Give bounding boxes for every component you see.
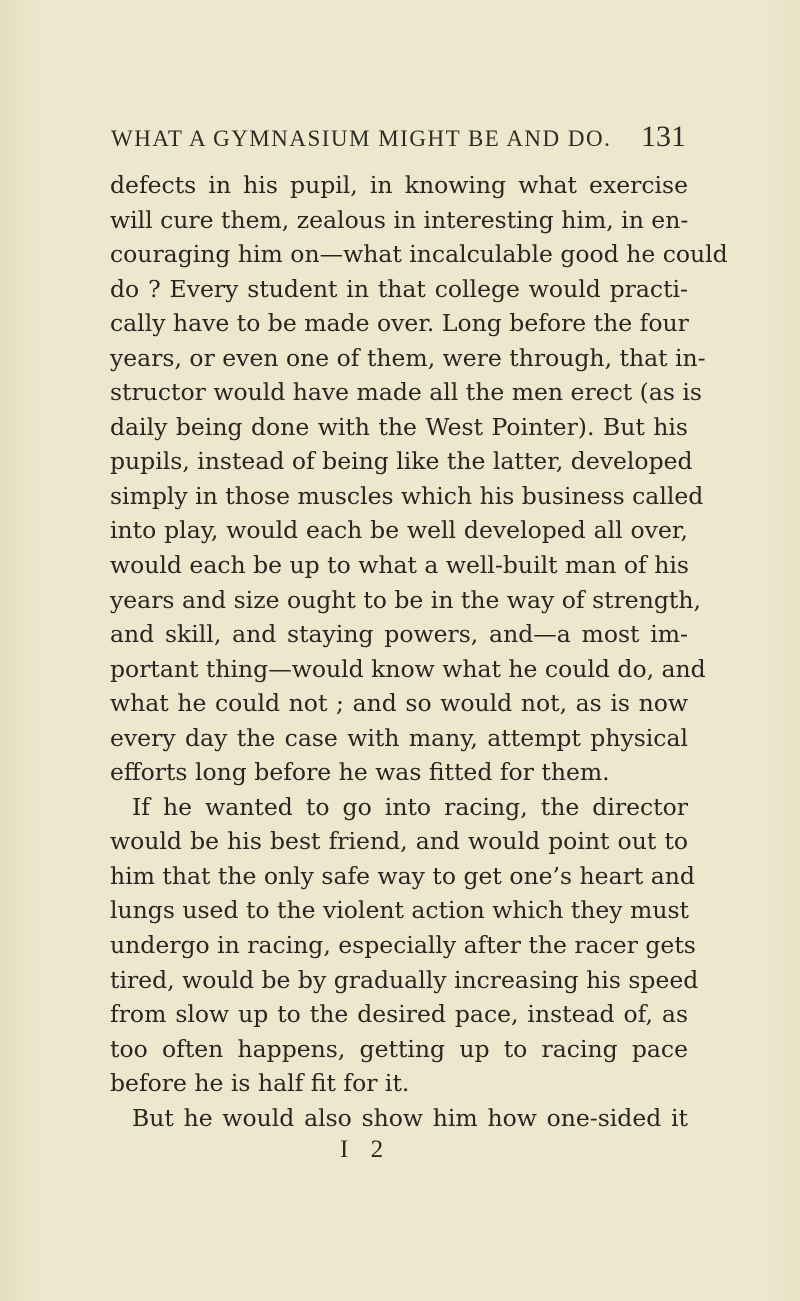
text-line: into play, would each be well developed all over, (110, 516, 688, 545)
text-line: If he wanted to go into racing, the director (132, 792, 688, 821)
text-line: too often happens, getting up to racing pace (110, 1034, 688, 1063)
text-line: what he could not ; and so would not, as is now (110, 689, 688, 718)
text-line: couraging him on—what incalculable good he could (110, 240, 728, 269)
text-line: simply in those muscles which his business called (110, 481, 704, 510)
text-line: efforts long before he was fitted for them. (110, 758, 610, 787)
text-line: undergo in racing, especially after the racer gets (110, 931, 696, 960)
text-line: structor would have made all the men erect (as is (110, 378, 702, 407)
page-number: 131 (641, 120, 686, 153)
text-line: cally have to be made over. Long before the four (110, 309, 689, 338)
text-line: portant thing—would know what he could do, and (110, 654, 706, 683)
text-line: But he would also show him how one-sided it (132, 1103, 688, 1132)
body-text (110, 168, 728, 1135)
text-line: from slow up to the desired pace, instead of, as (110, 1000, 688, 1029)
text-line: tired, would be by gradually increasing his speed (110, 965, 699, 994)
text-line: him that the only safe way to get one’s heart and (110, 861, 695, 890)
signature-mark: I 2 (340, 1136, 392, 1163)
text-line: pupils, instead of being like the latter, developed (110, 447, 693, 476)
running-head (111, 120, 686, 154)
text-line: years, or even one of them, were through, that in- (110, 343, 706, 372)
running-title: WHAT A GYMNASIUM MIGHT BE AND DO. (111, 126, 612, 151)
text-line: do ? Every student in that college would practi- (110, 274, 688, 303)
text-line: daily being done with the West Pointer). But his (110, 412, 688, 441)
text-line: and skill, and staying powers, and—a most im- (110, 620, 688, 649)
text-line: would be his best friend, and would point out to (110, 827, 688, 856)
text-line: years and size ought to be in the way of strength, (110, 585, 701, 614)
text-line: lungs used to the violent action which they must (110, 896, 689, 925)
text-line: will cure them, zealous in interesting him, in en- (110, 205, 689, 234)
text-line: defects in his pupil, in knowing what exercise (110, 171, 688, 199)
text-line: would each be up to what a well-built man of his (110, 551, 689, 580)
text-line: before he is half fit for it. (110, 1069, 410, 1098)
text-line: every day the case with many, attempt physical (110, 723, 688, 752)
